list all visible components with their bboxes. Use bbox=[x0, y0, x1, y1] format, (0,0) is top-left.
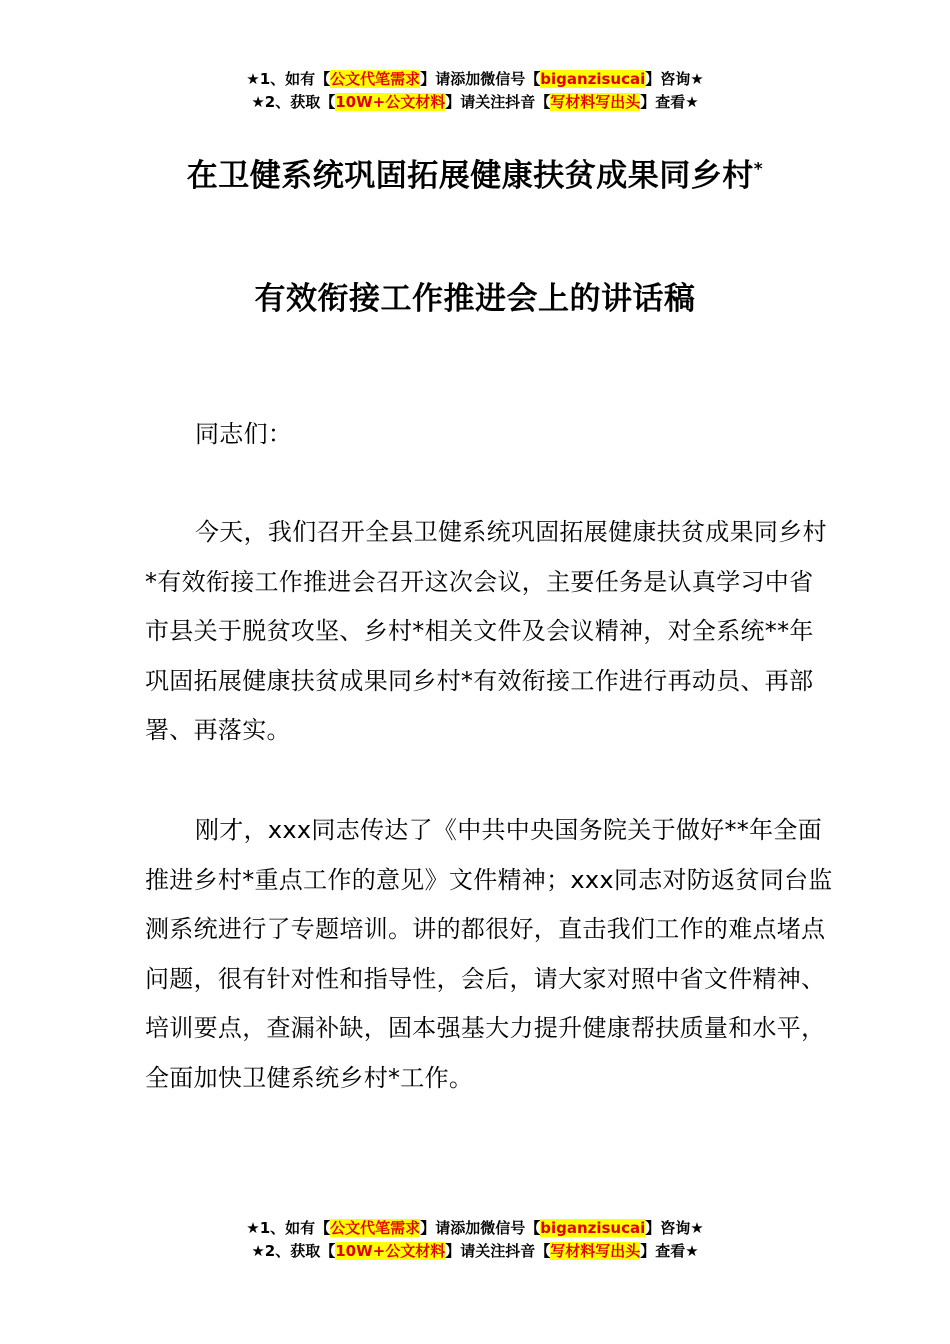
banner-highlight: biganzisucai bbox=[540, 70, 646, 88]
banner-highlight: 公文代笔需求 bbox=[330, 70, 421, 88]
banner-highlight: biganzisucai bbox=[540, 1219, 646, 1237]
banner-line-1: ★1、如有【公文代笔需求】请添加微信号【biganzisucai】咨询★ bbox=[246, 1219, 704, 1237]
banner-highlight: 写材料写出头 bbox=[550, 1242, 641, 1260]
banner-highlight: 写材料写出头 bbox=[550, 93, 641, 111]
document-title-line-1: 在卫健系统巩固拓展健康扶贫成果同乡村* bbox=[186, 158, 764, 194]
banner-line-1: ★1、如有【公文代笔需求】请添加微信号【biganzisucai】咨询★ bbox=[246, 70, 704, 88]
greeting: 同志们： bbox=[195, 420, 293, 448]
header-banner bbox=[0, 68, 950, 114]
banner-highlight: 公文代笔需求 bbox=[330, 1219, 421, 1237]
footer-banner bbox=[0, 1217, 950, 1263]
document-title-line-2: 有效衔接工作推进会上的讲话稿 bbox=[254, 281, 696, 317]
banner-line-2: ★2、获取【10W+公文材料】请关注抖音【写材料写出头】查看★ bbox=[251, 93, 699, 111]
banner-highlight: 10W+公文材料 bbox=[335, 93, 446, 111]
banner-line-2: ★2、获取【10W+公文材料】请关注抖音【写材料写出头】查看★ bbox=[251, 1242, 699, 1260]
paragraph-2: 刚才，xxx同志传达了《中共中央国务院关于做好**年全面推进乡村*重点工作的意见》文件精神；xxx同志对防返贫同台监测系统进行了专题培训。讲的都很好，直击我们工作的难点堵点问题，很有针对性和指导性，会后，请大家对照中省文件精神、培训要点，查漏补缺，固本强基大力提升健康帮扶质量和水平，全面加快卫健系统乡村*工作。 bbox=[145, 816, 833, 1092]
banner-highlight: 10W+公文材料 bbox=[335, 1242, 446, 1260]
paragraph-1: 今天，我们召开全县卫健系统巩固拓展健康扶贫成果同乡村*有效衔接工作推进会召开这次会议，主要任务是认真学习中省市县关于脱贫攻坚、乡村*相关文件及会议精神，对全系统**年巩固拓展健康扶贫成果同乡村*有效衔接工作进行再动员、再部署、再落实。 bbox=[145, 518, 827, 744]
